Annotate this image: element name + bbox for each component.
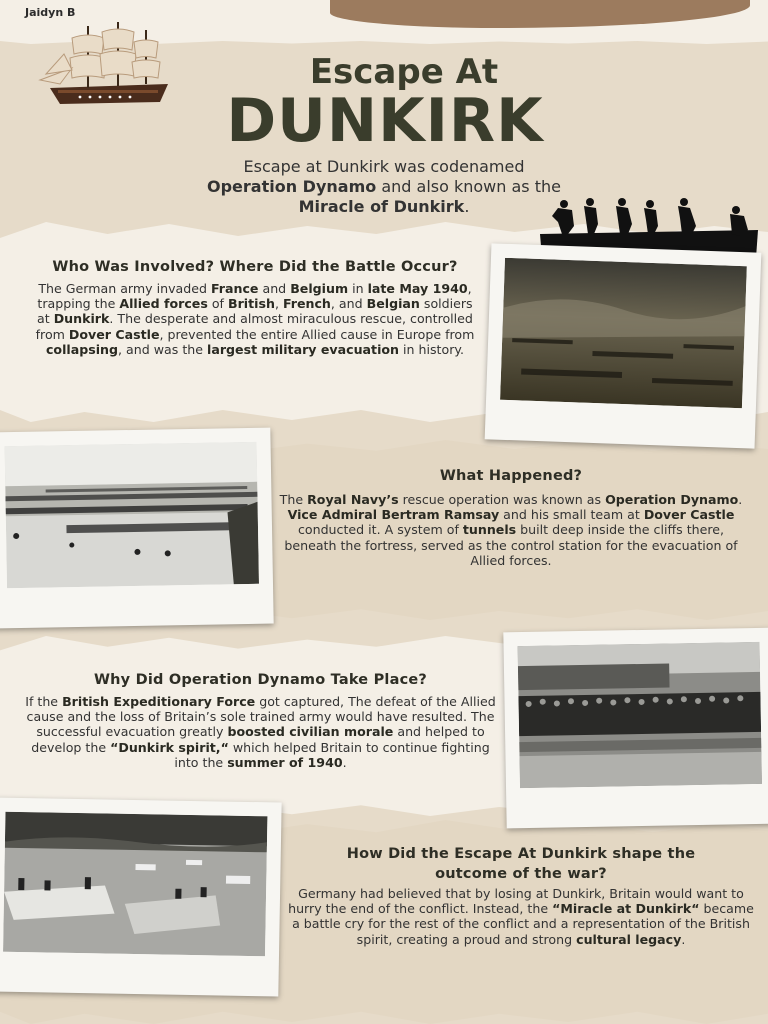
text: , prevented the entire Allied cause in Europe from xyxy=(159,326,475,342)
text: built deep inside the cliffs there, beneath the fortress, served as the control station for the evacuation of Allied forces. xyxy=(284,522,738,568)
bold-text: cultural legacy xyxy=(576,931,682,947)
bold-text: Vice Admiral Bertram Ramsay xyxy=(287,507,500,523)
photo-boats xyxy=(0,797,282,996)
intro-part-2: and also known as the xyxy=(376,177,561,196)
text: conducted it. A system of xyxy=(297,522,463,538)
text: . The desperate and almost miraculous rescue, controlled from xyxy=(35,311,473,342)
text: in history. xyxy=(399,341,465,357)
bold-text: French xyxy=(282,296,331,312)
paragraph-happened xyxy=(278,492,744,568)
bold-text: Allied forces xyxy=(119,296,208,312)
sailing-ship-icon xyxy=(20,18,178,106)
text: . xyxy=(738,492,743,507)
heading-why: Why Did Operation Dynamo Take Place? xyxy=(93,672,428,688)
bold-text: “Dunkirk spirit,“ xyxy=(110,739,229,755)
bold-text: collapsing xyxy=(45,341,119,357)
text: The xyxy=(279,492,308,507)
text: soldiers at xyxy=(37,296,473,327)
heading-involved: Who Was Involved? Where Did the Battle Occur? xyxy=(52,259,458,275)
heading-happened: What Happened? xyxy=(439,468,583,484)
bold-text: Royal Navy’s xyxy=(307,492,399,507)
text: in xyxy=(348,281,368,296)
bold-text: late May 1940 xyxy=(367,281,468,296)
text: . xyxy=(681,931,686,947)
title-line-2: DUNKIRK xyxy=(226,86,544,156)
text: and helped to develop the xyxy=(31,724,485,755)
small-boats-image-icon xyxy=(3,812,267,957)
text: and his small team at xyxy=(499,507,644,523)
text: and xyxy=(258,281,291,296)
bold-text: boosted civilian morale xyxy=(227,724,394,740)
heading-outcome: How Did the Escape At Dunkirk shape the outcome of the war? xyxy=(346,846,696,882)
text: , and was the xyxy=(118,341,207,357)
text: Germany had believed that by losing at Dunkirk, Britain would want to hurry the end of the conflict. Instead, the xyxy=(288,886,744,917)
photo-battlefield xyxy=(485,243,762,448)
bold-text: Operation Dynamo xyxy=(605,492,739,507)
section-involved xyxy=(30,257,480,357)
bold-text: Belgian xyxy=(366,296,420,312)
bold-text: France xyxy=(211,281,259,296)
section-outcome xyxy=(286,844,756,947)
text: , and xyxy=(330,296,367,312)
bold-text: British Expeditionary Force xyxy=(62,694,256,709)
bold-text: Dunkirk xyxy=(53,311,110,327)
text: rescue operation was known as xyxy=(398,492,606,507)
bold-text: tunnels xyxy=(462,522,517,538)
text: of xyxy=(207,296,228,312)
paragraph-outcome xyxy=(286,886,756,947)
photo-ship-deck xyxy=(503,628,768,829)
text: If the xyxy=(25,694,63,709)
text: , trapping the xyxy=(37,281,472,312)
text: . xyxy=(342,754,347,770)
intro-part-3: . xyxy=(464,197,470,216)
title-line-1: Escape At xyxy=(309,52,499,92)
section-why xyxy=(18,670,503,770)
text: which helped Britain to continue fighting into the xyxy=(174,739,490,770)
bold-text: summer of 1940 xyxy=(227,754,343,770)
beach-image-icon xyxy=(5,442,259,588)
intro-part-1: Escape at Dunkirk was codenamed xyxy=(243,157,525,176)
text: The German army invaded xyxy=(38,281,211,296)
crowded-ship-image-icon xyxy=(518,642,762,788)
text: became a battle cry for the rest of the conflict and a representation of the British spirit, creating a proud and strong xyxy=(292,901,754,947)
bold-text: “Miracle at Dunkirk“ xyxy=(552,901,700,917)
intro-bold-2: Miracle of Dunkirk xyxy=(298,197,465,216)
bold-text: British xyxy=(228,296,275,312)
bold-text: Dover Castle xyxy=(643,507,735,523)
author-name: Jaidyn B xyxy=(25,6,76,19)
section-happened xyxy=(278,466,744,568)
battlefield-image-icon xyxy=(500,258,747,408)
paragraph-involved xyxy=(30,281,480,357)
text: got captured, The defeat of the Allied cause and the loss of Britain’s sole trained army would have resulted. The successful evacuation greatly xyxy=(26,694,496,740)
bold-text: Belgium xyxy=(290,281,349,296)
intro-bold-1: Operation Dynamo xyxy=(207,177,377,196)
text: , xyxy=(274,296,283,312)
paragraph-why xyxy=(18,694,503,770)
bold-text: largest military evacuation xyxy=(207,341,400,357)
bold-text: Dover Castle xyxy=(68,326,160,342)
photo-beach xyxy=(0,428,274,629)
